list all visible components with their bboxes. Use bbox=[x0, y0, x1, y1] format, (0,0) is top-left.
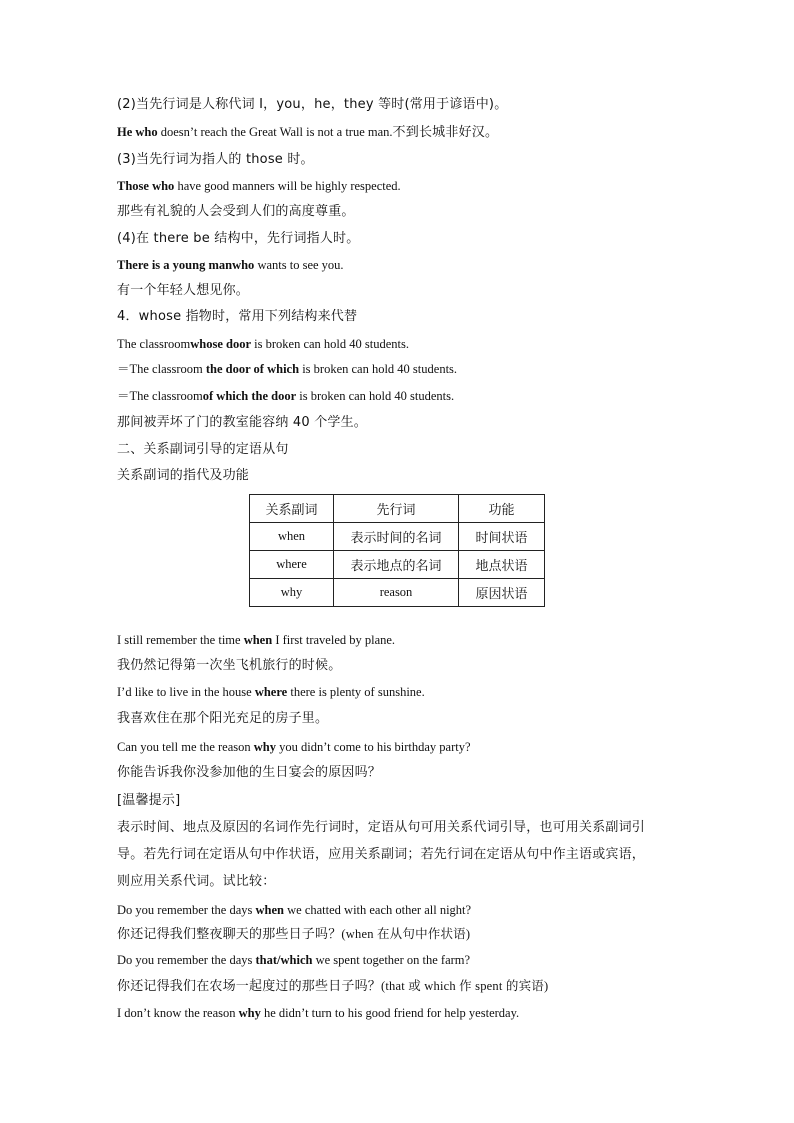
text: I don’t know the reason bbox=[117, 1006, 239, 1020]
text: you didn’t come to his birthday party? bbox=[276, 740, 471, 754]
text-line: 4．whose 指物时，常用下列结构来代替 bbox=[117, 309, 358, 324]
note: (when 在从句中作状语) bbox=[341, 927, 471, 941]
table-cell: where bbox=[250, 551, 334, 579]
table-header: 功能 bbox=[459, 495, 545, 523]
emphasis: when bbox=[243, 633, 273, 647]
example-sentence bbox=[117, 1005, 519, 1021]
relative-adverb-table bbox=[249, 494, 545, 607]
text-line: (2)当先行词是人称代词 I，you，he，they 等时(常用于谚语中)。 bbox=[117, 97, 508, 112]
emphasis: of which the door bbox=[202, 389, 297, 403]
emphasis: the door of which bbox=[205, 362, 300, 376]
translation-line: 那些有礼貌的人会受到人们的高度尊重。 bbox=[117, 204, 355, 219]
text: is broken can hold 40 students. bbox=[299, 362, 458, 376]
emphasis: He who bbox=[117, 125, 158, 139]
subheading: 关系副词的指代及功能 bbox=[117, 468, 250, 483]
text: is broken can hold 40 students. bbox=[296, 389, 455, 403]
table-row bbox=[250, 523, 545, 551]
table-row bbox=[250, 579, 545, 607]
table-cell: 表示时间的名词 bbox=[334, 523, 459, 551]
translation-line: 有一个年轻人想见你。 bbox=[117, 283, 250, 298]
tip-text: 则应用关系代词。试比较： bbox=[117, 874, 276, 889]
example-sentence bbox=[117, 178, 401, 194]
translation: 你还记得我们在农场一起度过的那些日子吗？ bbox=[117, 979, 382, 994]
emphasis: why bbox=[238, 1006, 261, 1020]
table-header: 先行词 bbox=[334, 495, 459, 523]
text: The classroom bbox=[117, 337, 191, 351]
text: doesn’t reach the Great Wall is not a true man. bbox=[157, 125, 393, 139]
text: Can you tell me the reason bbox=[117, 740, 254, 754]
example-sentence bbox=[117, 361, 457, 377]
table-cell: when bbox=[250, 523, 334, 551]
emphasis: why bbox=[253, 740, 277, 754]
example-sentence bbox=[117, 952, 470, 968]
text: I first traveled by plane. bbox=[272, 633, 396, 647]
translation-line: 那间被弄坏了门的教室能容纳 40 个学生。 bbox=[117, 415, 368, 430]
emphasis: whose door bbox=[190, 337, 252, 351]
text: I’d like to live in the house bbox=[117, 685, 255, 699]
example-sentence bbox=[117, 902, 471, 918]
emphasis: Those who bbox=[117, 179, 175, 193]
table-header-row bbox=[250, 495, 545, 523]
example-sentence bbox=[117, 257, 344, 273]
table-cell: 原因状语 bbox=[459, 579, 545, 607]
translation-line: 我喜欢住在那个阳光充足的房子里。 bbox=[117, 711, 329, 726]
emphasis: where bbox=[254, 685, 288, 699]
section-heading: 二、关系副词引导的定语从句 bbox=[117, 442, 289, 457]
table-cell: reason bbox=[334, 579, 459, 607]
text: Do you remember the days bbox=[117, 953, 256, 967]
table-cell: 时间状语 bbox=[459, 523, 545, 551]
table-header: 关系副词 bbox=[250, 495, 334, 523]
text: there is plenty of sunshine. bbox=[287, 685, 425, 699]
text: we spent together on the farm? bbox=[312, 953, 471, 967]
example-sentence bbox=[117, 336, 409, 352]
example-sentence bbox=[117, 388, 454, 404]
table-cell: why bbox=[250, 579, 334, 607]
text: have good manners will be highly respected. bbox=[174, 179, 401, 193]
translation-line bbox=[117, 978, 548, 995]
tip-text: 导。若先行词在定语从句中作状语，应用关系副词；若先行词在定语从句中作主语或宾语， bbox=[117, 847, 646, 862]
text: ＝The classroom bbox=[117, 362, 206, 376]
table-cell: 表示地点的名词 bbox=[334, 551, 459, 579]
emphasis: who bbox=[232, 258, 255, 272]
text: Do you remember the days bbox=[117, 903, 256, 917]
text: ＝The classroom bbox=[117, 389, 203, 403]
text-line: (3)当先行词为指人的 those 时。 bbox=[117, 152, 314, 167]
emphasis: There is a young man bbox=[117, 258, 233, 272]
translation: 你还记得我们整夜聊天的那些日子吗？ bbox=[117, 927, 342, 942]
translation: 不到长城非好汉。 bbox=[392, 125, 499, 140]
example-sentence bbox=[117, 632, 395, 648]
text-line: (4)在 there be 结构中，先行词指人时。 bbox=[117, 231, 360, 246]
tip-text: 表示时间、地点及原因的名词作先行词时，定语从句可用关系代词引导，也可用关系副词引 bbox=[117, 820, 646, 835]
text: wants to see you. bbox=[254, 258, 344, 272]
translation-line: 你能告诉我你没参加他的生日宴会的原因吗？ bbox=[117, 765, 382, 780]
emphasis: that/which bbox=[255, 953, 313, 967]
text: he didn’t turn to his good friend for help yesterday. bbox=[260, 1006, 520, 1020]
text: we chatted with each other all night? bbox=[284, 903, 472, 917]
translation-line bbox=[117, 926, 470, 943]
example-sentence bbox=[117, 739, 471, 755]
text: is broken can hold 40 students. bbox=[251, 337, 409, 351]
translation-line: 我仍然记得第一次坐飞机旅行的时候。 bbox=[117, 658, 342, 673]
note: (that 或 which 作 spent 的宾语) bbox=[381, 979, 549, 993]
text: I still remember the time bbox=[117, 633, 244, 647]
table-row bbox=[250, 551, 545, 579]
emphasis: when bbox=[255, 903, 284, 917]
tip-heading: [温馨提示] bbox=[117, 793, 181, 808]
table-cell: 地点状语 bbox=[459, 551, 545, 579]
example-sentence bbox=[117, 124, 498, 141]
example-sentence bbox=[117, 684, 425, 700]
